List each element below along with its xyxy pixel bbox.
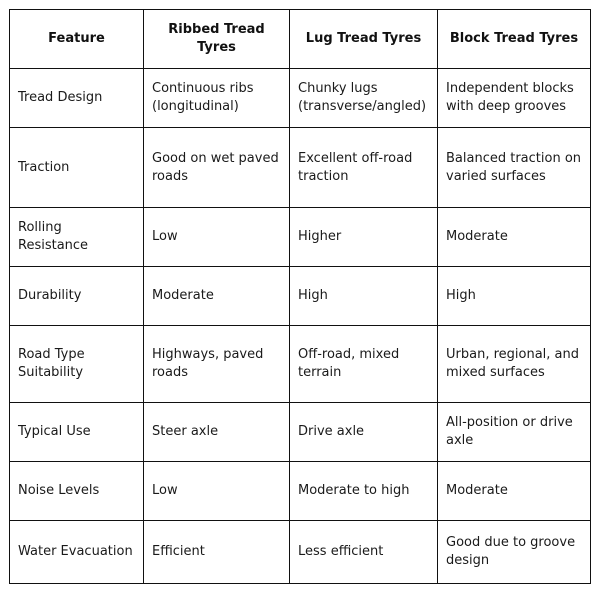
table-cell: Low	[144, 462, 290, 521]
table-cell: Moderate	[438, 208, 591, 267]
row-label-cell: Traction	[10, 128, 144, 208]
table-cell: Less efficient	[290, 521, 438, 584]
table-cell: High	[438, 267, 591, 326]
table-cell: Higher	[290, 208, 438, 267]
table-cell: Drive axle	[290, 403, 438, 462]
header-cell: Ribbed Tread Tyres	[144, 10, 290, 69]
table-row	[10, 128, 591, 208]
table-row	[10, 403, 591, 462]
table-cell: Continuous ribs (longitudinal)	[144, 69, 290, 128]
header-cell: Feature	[10, 10, 144, 69]
table-cell: All-position or drive axle	[438, 403, 591, 462]
table-row	[10, 267, 591, 326]
table-row	[10, 462, 591, 521]
table-cell: Balanced traction on varied surfaces	[438, 128, 591, 208]
row-label-cell: Tread Design	[10, 69, 144, 128]
header-cell: Block Tread Tyres	[438, 10, 591, 69]
table-cell: Highways, paved roads	[144, 326, 290, 403]
table-cell: Excellent off-road traction	[290, 128, 438, 208]
table-cell: Good on wet paved roads	[144, 128, 290, 208]
row-label-cell: Rolling Resistance	[10, 208, 144, 267]
table-cell: Urban, regional, and mixed surfaces	[438, 326, 591, 403]
table-cell: Efficient	[144, 521, 290, 584]
tyre-comparison-table	[9, 9, 591, 584]
row-label-cell: Water Evacuation	[10, 521, 144, 584]
table-row	[10, 521, 591, 584]
row-label-cell: Road Type Suitability	[10, 326, 144, 403]
row-label-cell: Typical Use	[10, 403, 144, 462]
table-cell: Off-road, mixed terrain	[290, 326, 438, 403]
header-cell: Lug Tread Tyres	[290, 10, 438, 69]
table-cell: Low	[144, 208, 290, 267]
table-cell: Good due to groove design	[438, 521, 591, 584]
table-cell: Chunky lugs (transverse/angled)	[290, 69, 438, 128]
table-cell: Moderate	[438, 462, 591, 521]
row-label-cell: Noise Levels	[10, 462, 144, 521]
header-row	[10, 10, 591, 69]
table-cell: Moderate to high	[290, 462, 438, 521]
table-row	[10, 208, 591, 267]
table-cell: Independent blocks with deep grooves	[438, 69, 591, 128]
table-row	[10, 69, 591, 128]
row-label-cell: Durability	[10, 267, 144, 326]
table-cell: Steer axle	[144, 403, 290, 462]
table-cell: Moderate	[144, 267, 290, 326]
table-cell: High	[290, 267, 438, 326]
table-row	[10, 326, 591, 403]
